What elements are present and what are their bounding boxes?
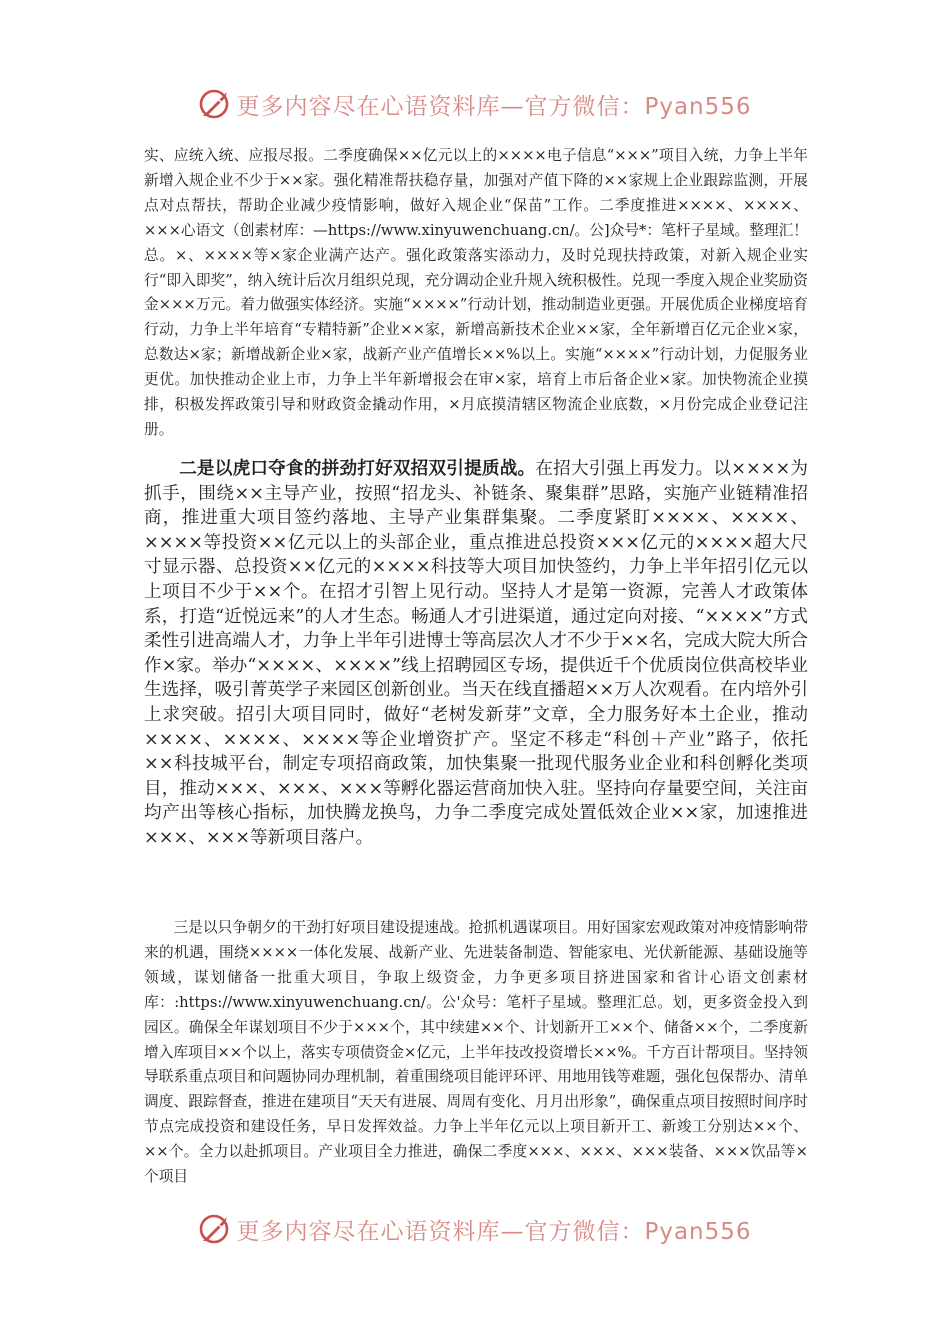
paragraph-3: 三是以只争朝夕的干劲打好项目建设提速战。抢抓机遇谋项目。用好国家宏观政策对冲疫情影响带来的机遇，围绕××××一体化发展、战新产业、先进装备制造、智能家电、光伏新能源、基础设施等领域，谋划储备一批重大项目，争取上级资金，力争更多项目挤进国家和省计心语文创素材库：:https://www.xinyuwenchuang.cn/。公'众号：笔杆子星域。整理汇总。划，更多资金投入到园区。确保全年谋划项目不少于×××个，其中续建××个、计划新开工××个、储备××个，二季度新增入库项目××个以上，落实专项债资金×亿元，上半年技改投资增长××%。千方百计帮项目。坚持领导联系重点项目和问题协同办理机制，着重围绕项目能评环评、用地用钱等难题，强化包保帮办、清单调度、跟踪督查，推进在建项目“天天有进展、周周有变化、月月出形象”，确保重点项目按照时间序时节点完成投资和建设任务，早日发挥效益。力争上半年亿元以上项目新开工、新竣工分别达××个、××个。全力以赴抓项目。产业项目全力推进，确保二季度×××、×××、×××装备、×××饮品等×个项目 bbox=[144, 919, 808, 1186]
paragraph-1: 实、应统入统、应报尽报。二季度确保××亿元以上的××××电子信息“×××”项目入统，力争上半年新增入规企业不少于××家。强化精准帮扶稳存量，加强对产值下降的××家规上企业跟踪监测，开展点对点帮扶，帮助企业减少疫情影响，做好入规企业“保苗”工作。二季度推进××××、××××、×××心语文（创素材库：—https://www.xinyuwenchuang.cn/。公]众号*：笔杆子星域。整理汇！总。×、××××等×家企业满产达产。强化政策落实添动力，及时兑现扶持政策，对新入规企业实行“即入即奖”，纳入统计后次月组织兑现，充分调动企业升规入统积极性。兑现一季度入规企业奖励资金×××万元。着力做强实体经济。实施“××××”行动计划，推动制造业更强。开展优质企业梯度培育行动，力争上半年培育“专精特新”企业××家，新增高新技术企业××家，全年新增百亿元企业×家，总数达×家；新增战新企业×家，战新产业产值增长××%以上。实施“××××”行动计划，力促服务业更优。加快推动企业上市，力争上半年新增报会在审×家，培育上市后备企业×家。加快物流企业摸排，积极发挥政策引导和财政资金撬动作用，×月底摸清辖区物流企业底数，×月份完成企业登记注册。 bbox=[144, 147, 808, 438]
banner-text: 更多内容尽在心语资料库—官方微信：Pyan556 bbox=[236, 1218, 752, 1245]
paragraph-2-heading: 二是以虎口夺食的拼劲打好双招双引提质战。 bbox=[179, 458, 536, 479]
pen-circle-icon bbox=[198, 87, 232, 121]
footer-banner bbox=[0, 1209, 950, 1249]
pen-circle-icon bbox=[198, 1212, 232, 1246]
paragraph-2-body: 在招大引强上再发力。以××××为抓手，围绕××主导产业，按照“招龙头、补链条、聚集群”思路，实施产业链精准招商，推进重大项目签约落地、主导产业集群集聚。二季度紧盯××××、××××、××××等投资××亿元以上的头部企业，重点推进总投资×××亿元的××××超大尺寸显示器、总投资××亿元的××××科技等大项目加快签约，力争上半年招引亿元以上项目不少于××个。在招才引智上见行动。坚持人才是第一资源，完善人才政策体系，打造“近悦远来”的人才生态。畅通人才引进渠道，通过定向对接、“××××”方式柔性引进高端人才，力争上半年引进博士等高层次人才不少于××名，完成大院大所合作×家。举办“××××、××××”线上招聘园区专场，提供近千个优质岗位供高校毕业生选择，吸引菁英学子来园区创新创业。当天在线直播超××万人次观看。在内培外引上求突破。招引大项目同时，做好“老树发新芽”文章，全力服务好本土企业，推动××××、××××、××××等企业增资扩产。坚定不移走“科创＋产业”路子，依托××科技城平台，制定专项招商政策，加快集聚一批现代服务业企业和科创孵化类项目，推动×××、×××、×××等孵化器运营商加快入驻。坚持向存量要空间，关注亩均产出等核心指标，加快腾龙换鸟，力争二季度完成处置低效企业××家，加速推进×××、×××等新项目落户。 bbox=[144, 459, 808, 848]
paragraph-2 bbox=[144, 457, 808, 851]
banner-text: 更多内容尽在心语资料库—官方微信：Pyan556 bbox=[236, 93, 752, 120]
header-banner bbox=[0, 84, 950, 124]
